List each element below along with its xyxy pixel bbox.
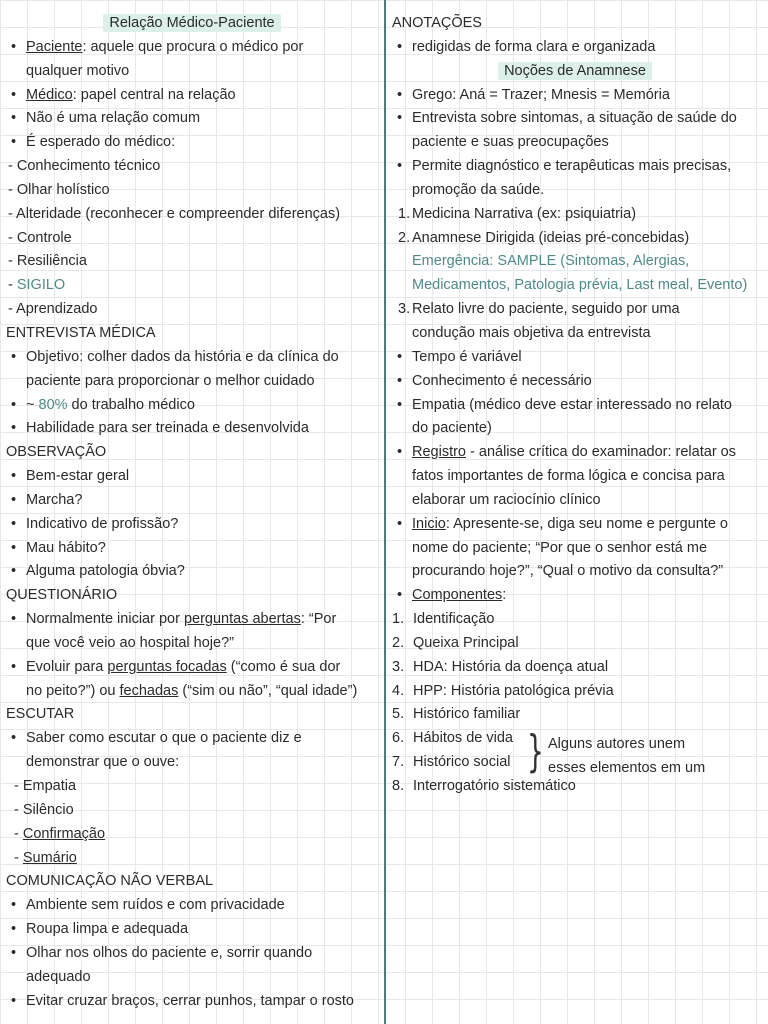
dash: - xyxy=(14,849,23,866)
item-number: 2. xyxy=(398,229,411,246)
list-item-continuation: que você veio ao hospital hoje?” xyxy=(26,634,234,651)
list-item xyxy=(6,608,378,632)
list-item: • Roupa limpa e adequada xyxy=(6,918,378,942)
dash-item xyxy=(6,847,378,871)
list-item: • Não é uma relação comum xyxy=(6,107,378,131)
heading-anotacoes: ANOTAÇÕES xyxy=(392,15,482,31)
term-registro: Registro xyxy=(412,444,466,461)
item-text: Histórico social xyxy=(413,754,511,771)
item-text: Medicina Narrativa (ex: psiquiatria) xyxy=(412,205,637,222)
component-item xyxy=(392,608,768,632)
list-item-continuation: elaborar um raciocínio clínico xyxy=(412,491,601,508)
item-number: 5. xyxy=(392,706,405,723)
list-item: • Tempo é variável xyxy=(392,346,768,370)
item-number: 3. xyxy=(392,658,405,675)
list-item-continuation: promoção da saúde. xyxy=(412,181,545,198)
list-item xyxy=(6,84,378,108)
item-text: Hábitos de vida xyxy=(413,730,513,747)
list-item: • Saber como escutar o que o paciente diz e xyxy=(6,727,378,751)
list-item-continuation: condução mais objetiva da entrevista xyxy=(412,324,651,341)
list-item: • Evitar cruzar braços, cerrar punhos, tampar o rosto xyxy=(6,990,378,1014)
dash-item xyxy=(6,274,378,298)
component-item xyxy=(392,680,768,704)
list-item-continuation: nome do paciente; “Por que o senhor está me xyxy=(412,539,708,556)
list-item: • redigidas de forma clara e organizada xyxy=(392,36,768,60)
dash-item: - Alteridade (reconhecer e compreender diferenças) xyxy=(8,205,341,222)
dash-item: - Conhecimento técnico xyxy=(8,158,161,175)
dash-item xyxy=(6,823,378,847)
list-item xyxy=(392,584,768,608)
item-text: Queixa Principal xyxy=(413,634,519,651)
percent-text: 80% xyxy=(38,396,68,413)
list-item-continuation: do paciente) xyxy=(412,420,492,437)
component-item xyxy=(392,656,768,680)
list-item: • É esperado do médico: xyxy=(6,131,378,155)
term-paciente: Paciente xyxy=(26,38,83,55)
item-text: HPP: História patológica prévia xyxy=(413,682,614,699)
list-item xyxy=(6,394,378,418)
list-item: • Bem-estar geral xyxy=(6,465,378,489)
item-text: Evoluir para xyxy=(26,658,108,675)
term-perguntas-focadas: perguntas focadas xyxy=(107,658,227,675)
list-item: • Mau hábito? xyxy=(6,537,378,561)
dash-item: - Silêncio xyxy=(14,801,74,818)
dash-item: - Resiliência xyxy=(8,253,87,270)
list-item-continuation: adequado xyxy=(26,968,91,985)
item-text: Histórico familiar xyxy=(413,706,521,723)
item-text: Identificação xyxy=(413,611,495,628)
item-text: Relato livre do paciente, seguido por uma xyxy=(412,301,680,318)
item-text: Anamnese Dirigida (ideias pré-concebidas) xyxy=(412,229,690,246)
list-item xyxy=(392,513,768,537)
list-item: • Marcha? xyxy=(6,489,378,513)
list-item: • Habilidade para ser treinada e desenvolvida xyxy=(6,417,378,441)
heading-comunicacao: COMUNICAÇÃO NÃO VERBAL xyxy=(6,873,214,890)
section-title-relacao xyxy=(6,12,378,36)
list-item: • Permite diagnóstico e terapêuticas mais precisas, xyxy=(392,155,768,179)
term-medico: Médico xyxy=(26,86,73,103)
component-item xyxy=(392,632,768,656)
numbered-item xyxy=(392,203,768,227)
heading-observacao: OBSERVAÇÃO xyxy=(6,444,107,461)
item-number: 8. xyxy=(392,778,405,794)
item-number: 7. xyxy=(392,754,405,771)
list-item-continuation: qualquer motivo xyxy=(26,62,130,79)
list-item: • Olhar nos olhos do paciente e, sorrir quando xyxy=(6,942,378,966)
curly-brace: } xyxy=(527,726,544,777)
left-column xyxy=(6,12,378,1013)
column-divider xyxy=(384,0,386,1024)
heading-escutar: ESCUTAR xyxy=(6,706,75,723)
list-item-continuation: procurando hoje?”, “Qual o motivo da consulta?” xyxy=(412,563,724,580)
emergency-note: Medicamentos, Patologia prévia, Last meal, Evento) xyxy=(412,277,748,294)
dash-item: - Controle xyxy=(8,229,72,246)
item-number: 1. xyxy=(398,205,411,222)
list-item xyxy=(392,441,768,465)
list-item xyxy=(6,656,378,680)
term-inicio: Inicio xyxy=(412,515,446,532)
list-item xyxy=(6,36,378,60)
item-text: HDA: História da doença atual xyxy=(413,658,609,675)
item-number: 4. xyxy=(392,682,405,699)
list-item: • Ambiente sem ruídos e com privacidade xyxy=(6,894,378,918)
sigilo-text: SIGILO xyxy=(16,277,66,294)
dash: - xyxy=(14,825,23,842)
item-text: - análise crítica do examinador: relatar os xyxy=(466,444,736,461)
highlighted-title: Relação Médico-Paciente xyxy=(103,14,280,32)
item-number: 2. xyxy=(392,634,405,651)
right-column xyxy=(392,12,768,799)
list-item-continuation xyxy=(6,680,378,704)
list-item: • Objetivo: colher dados da história e da clínica do xyxy=(6,346,378,370)
list-item: • Empatia (médico deve estar interessado no relato xyxy=(392,394,768,418)
term-fechadas: fechadas xyxy=(119,682,179,699)
item-number: 3. xyxy=(398,301,411,318)
term-perguntas-abertas: perguntas abertas xyxy=(183,611,301,628)
list-item: • Grego: Aná = Trazer; Mnesis = Memória xyxy=(392,84,768,108)
item-text: (“como é sua dor xyxy=(226,658,341,675)
list-item: • Conhecimento é necessário xyxy=(392,370,768,394)
list-item-continuation: fatos importantes de forma lógica e concisa para xyxy=(412,468,725,485)
item-text: : “Por xyxy=(300,611,337,628)
list-item: • Entrevista sobre sintomas, a situação de saúde do xyxy=(392,107,768,131)
item-text: (“sim ou não”, “qual idade”) xyxy=(178,682,358,699)
item-text: do trabalho médico xyxy=(67,396,195,413)
numbered-item xyxy=(392,227,768,251)
item-text: : papel central na relação xyxy=(72,86,236,103)
item-text: : aquele que procura o médico por xyxy=(82,38,304,55)
list-item: • Indicativo de profissão? xyxy=(6,513,378,537)
item-text: Normalmente iniciar por xyxy=(26,611,184,628)
dash: - xyxy=(8,277,17,294)
highlighted-title: Noções de Anamnese xyxy=(498,62,652,80)
list-item-continuation: paciente para proporcionar o melhor cuidado xyxy=(26,372,315,389)
dash-item: - Olhar holístico xyxy=(8,181,110,198)
section-title-anamnese xyxy=(392,60,768,84)
component-item xyxy=(392,703,768,727)
item-text: : Apresente-se, diga seu nome e pergunte o xyxy=(445,515,728,532)
item-number: 6. xyxy=(392,730,405,747)
emergency-note: Emergência: SAMPLE (Sintomas, Alergias, xyxy=(412,253,690,270)
term-sumario: Sumário xyxy=(22,849,77,866)
brace-note xyxy=(548,733,705,781)
brace-note-line: Alguns autores unem xyxy=(548,736,686,752)
item-text: Interrogatório sistemático xyxy=(413,778,576,794)
list-item-continuation: paciente e suas preocupações xyxy=(412,134,609,151)
brace-note-line: esses elementos em um xyxy=(548,759,706,776)
term-confirmacao: Confirmação xyxy=(22,825,106,842)
term-componentes: Componentes xyxy=(412,587,503,604)
item-text: : xyxy=(502,587,507,604)
item-text: ~ xyxy=(26,396,39,413)
item-text: no peito?”) ou xyxy=(26,682,120,699)
dash-item: - Aprendizado xyxy=(8,301,98,318)
numbered-item xyxy=(392,298,768,322)
dash-item: - Empatia xyxy=(14,778,77,794)
heading-entrevista: ENTREVISTA MÉDICA xyxy=(6,324,156,341)
item-number: 1. xyxy=(392,611,405,628)
list-item: • Alguma patologia óbvia? xyxy=(6,560,378,584)
list-item-continuation: demonstrar que o ouve: xyxy=(26,754,180,771)
heading-questionario: QUESTIONÁRIO xyxy=(6,587,118,604)
